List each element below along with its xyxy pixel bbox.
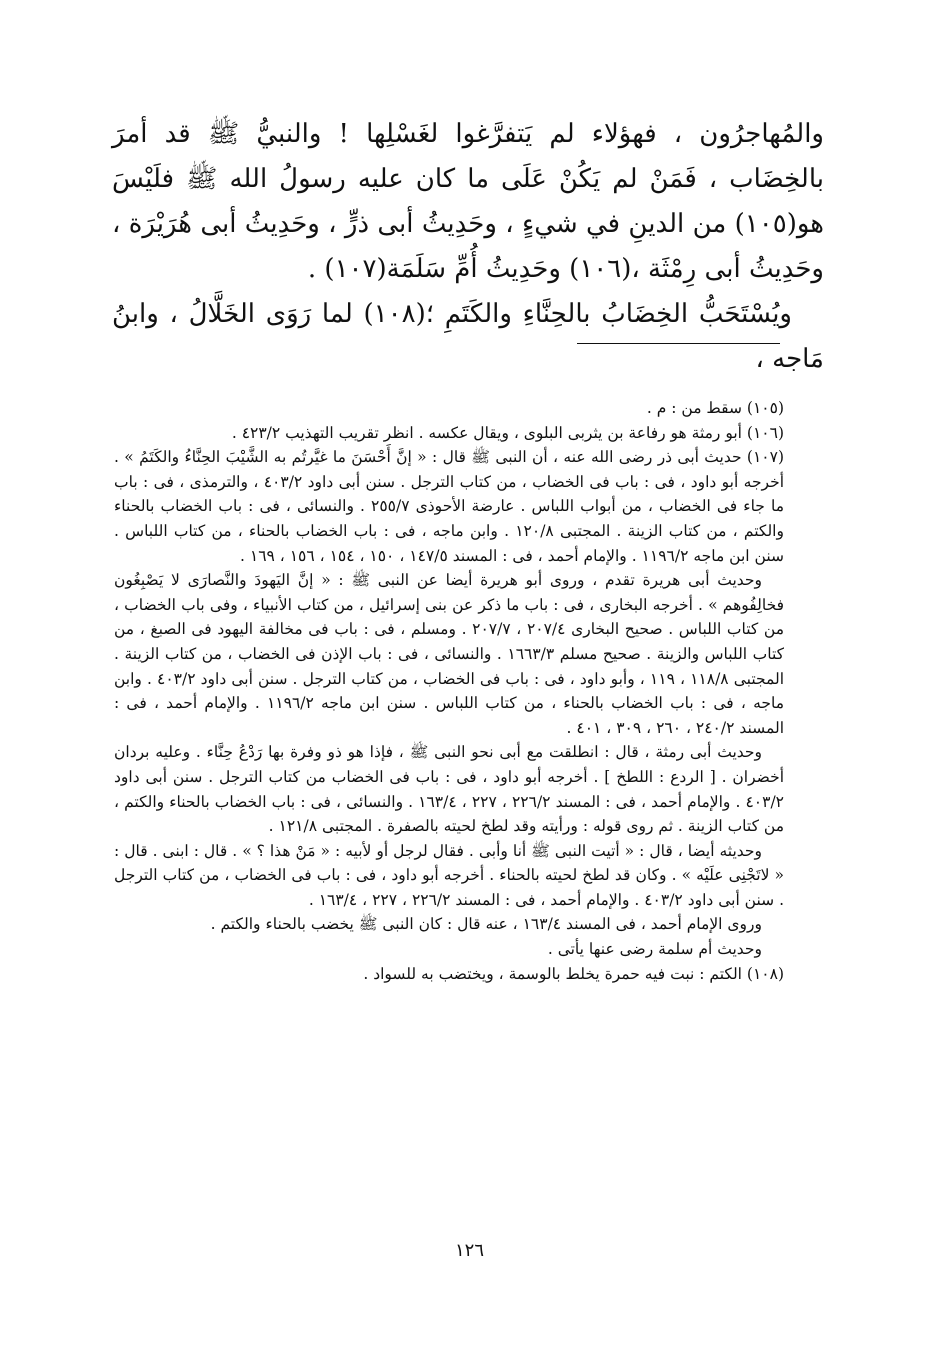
footnote-paragraph: وحديث أبى هريرة تقدم ، وروى أبو هريرة أيضا عن النبى ﷺ : « إنَّ اليَهودَ والنَّصارَى لا يَصْبِغُون فخالِفُوهم » . أخرجه البخارى ، فى : باب ما ذكر عن بنى إسرائيل ، من كتاب الأنبياء ، وفى باب الخضاب ، من كتاب اللباس . صحيح البخارى ٢٠٧/٤ ، ٢٠٧/٧ . ومسلم ، فى : باب فى مخالفة اليهود فى الصبغ ، من كتاب اللباس والزينة . صحيح مسلم ١٦٦٣/٣ . والنسائى ، فى : باب الإذن فى الخضاب ، من كتاب الزينة . المجتبى ١١٨/٨ ، ١١٩ ، وأبو داود ، فى : باب فى الخضاب ، من كتاب الترجل . سنن أبى داود ٤٠٣/٢ . وابن ماجه ، فى : باب الخضاب بالحناء ، من كتاب اللباس . سنن ابن ماجه ١١٩٦/٢ . والإمام أحمد ، فى : المسند ٢٤٠/٢ ، ٢٦٠ ، ٣٠٩ ، ٤٠١ . bbox=[114, 571, 785, 737]
footnote-105: (١٠٥) سقط من : م . bbox=[646, 399, 784, 417]
footnote-107: (١٠٧) حديث أبى ذر رضى الله عنه ، أن النبى ﷺ قال : « إنَّ أَحْسَنَ ما غيَّرتُم به الشَّيْبَ الحِنَّاءُ والكَتَمُ » . أخرجه أبو داود ، فى : باب فى الخضاب ، من كتاب الترجل . سنن أبى داود ٤٠٣/٢ ، والترمذى ، فى : باب ما جاء فى الخضاب ، من أبواب اللباس . عارضة الأحوذى ٢٥٥/٧ . والنسائى ، فى : باب الخضاب بالحناء والكتم ، من كتاب الزينة . المجتبى ١٢٠/٨ . وابن ماجه ، فى : باب الخضاب بالحناء ، من كتاب اللباس . سنن ابن ماجه ١١٩٦/٢ . والإمام أحمد ، فى : المسند ١٤٧/٥ ، ١٥٠ ، ١٥٤ ، ١٥٦ ، ١٦٩ . bbox=[114, 448, 785, 565]
page-number: ١٢٦ bbox=[454, 1240, 484, 1261]
footnote-separator bbox=[577, 343, 780, 344]
main-text bbox=[112, 112, 824, 382]
footnote-106: (١٠٦) أبو رمثة هو رفاعة بن يثربى البلوى ، ويقال عكسه . انظر تقريب التهذيب ٤٢٣/٢ . bbox=[231, 423, 784, 442]
main-paragraph: ويُسْتَحَبُّ الخِضَابُ بالحِنَّاءِ والكَتَمِ ؛(١٠٨) لما رَوَى الخَلَّالُ ، وابنُ مَاجه ، bbox=[112, 299, 824, 374]
footnote-paragraph: وحديث أبى رمثة ، قال : انطلقت مع أبى نحو النبى ﷺ ، فإذا هو ذو وفرة بها رَدْعُ حِنَّاء . وعليه بردان أخضران . [ الردع : اللطخ ] . أخرجه أبو داود ، فى : باب فى الخضاب من كتاب الترجل . سنن أبى داود ٤٠٣/٢ . والإمام أحمد ، فى : المسند ٢٢٦/٢ ، ٢٢٧ ، ١٦٣/٤ . والنسائى ، فى : باب الخضاب بالحناء والكتم ، من كتاب الزينة . ثم روى قوله : ورأيته وقد لطخ لحيته بالصفرة . المجتبى ١٢١/٨ . bbox=[114, 743, 784, 836]
main-paragraph: والمُهاجرُون ، فهؤلاء لم يَتفرَّغوا لغَسْلِها ! والنبيُّ ﷺ قد أمرَ بالخِضَاب ، فَمَنْ لم يَكُنْ عَلَى ما كان عليه رسولُ الله ﷺ فلَيْسَ هو(١٠٥) من الدينِ في شيءٍ ، وحَدِيثُ أبى ذرٍّ ، وحَدِيثُ أبى هُرَيْرَة ، وحَدِيثُ أبى رِمْثَة ،(١٠٦) وحَدِيثُ أُمِّ سَلَمَة(١٠٧) . bbox=[112, 119, 824, 284]
footnote-108: (١٠٨) الكتم : نبت فيه حمرة يخلط بالوسمة ، ويختضب به للسواد . bbox=[363, 964, 784, 983]
footnote-paragraph: وروى الإمام أحمد ، فى المسند ١٦٣/٤ ، عنه قال : كان النبى ﷺ يخضب بالحناء والكتم . bbox=[210, 915, 762, 934]
footnotes bbox=[114, 396, 784, 986]
footnote-paragraph: وحديثه أيضا ، قال : « أتيت النبى ﷺ أنا وأبى . فقال لرجل أو لأبيه : « مَنْ هذا ؟ » . قال : ابنى . قال : « لاتَجْنِى علَيْه » . وكان قد لطخ لحيته بالحناء . أخرجه أبو داود ، فى : باب فى الخضاب ، من كتاب الترجل . سنن أبى داود ٤٠٣/٢ . والإمام أحمد ، فى : المسند ٢٢٦/٢ ، ٢٢٧ ، ١٦٣/٤ . bbox=[114, 841, 784, 909]
footnote-paragraph: وحديث أم سلمة رضى عنها يأتى . bbox=[547, 940, 762, 959]
